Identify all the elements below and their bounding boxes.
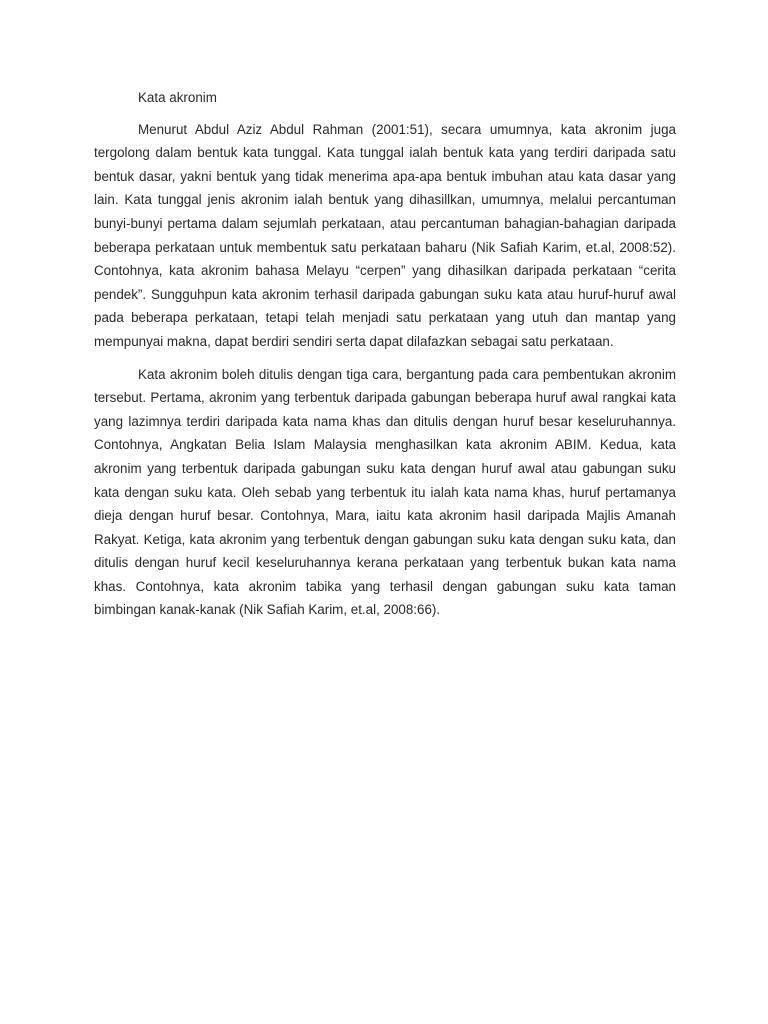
document-body [94,86,676,631]
paragraph-2: Kata akronim boleh ditulis dengan tiga cara, bergantung pada cara pembentukan akronim tersebut. Pertama, akronim yang terbentuk daripada gabungan beberapa huruf awal rangkai kata yang lazimnya terdiri daripada kata nama khas dan ditulis dengan huruf besar keseluruhannya. Contohnya, Angkatan Belia Islam Malaysia menghasilkan kata akronim ABIM. Kedua, kata akronim yang terbentuk daripada gabungan suku kata dengan huruf awal atau gabungan suku kata dengan suku kata. Oleh sebab yang terbentuk itu ialah kata nama khas, huruf pertamanya dieja dengan huruf besar. Contohnya, Mara, iaitu kata akronim hasil daripada Majlis Amanah Rakyat. Ketiga, kata akronim yang terbentuk dengan gabungan suku kata dengan suku kata, dan ditulis dengan huruf kecil keseluruhannya kerana perkataan yang terbentuk bukan kata nama khas. Contohnya, kata akronim tabika yang terhasil dengan gabungan suku kata taman bimbingan kanak-kanak (Nik Safiah Karim, et.al, 2008:66). [94,366,676,618]
paragraph-1: Menurut Abdul Aziz Abdul Rahman (2001:51), secara umumnya, kata akronim juga tergolong dalam bentuk kata tunggal. Kata tunggal ialah bentuk kata yang terdiri daripada satu bentuk dasar, yakni bentuk yang tidak menerima apa-apa bentuk imbuhan atau kata dasar yang lain. Kata tunggal jenis akronim ialah bentuk yang dihasillkan, umumnya, melalui percantuman bunyi-bunyi pertama dalam sejumlah perkataan, atau percantuman bahagian-bahagian daripada beberapa perkataan untuk membentuk satu perkataan baharu (Nik Safiah Karim, et.al, 2008:52). Contohnya, kata akronim bahasa Melayu “cerpen” yang dihasilkan daripada perkataan “cerita pendek”. Sungguhpun kata akronim terhasil daripada gabungan suku kata atau huruf-huruf awal pada beberapa perkataan, tetapi telah menjadi satu perkataan yang utuh dan mantap yang mempunyai makna, dapat berdiri sendiri serta dapat dilafazkan sebagai satu perkataan. [94,121,676,349]
section-heading: Kata akronim [138,90,217,105]
